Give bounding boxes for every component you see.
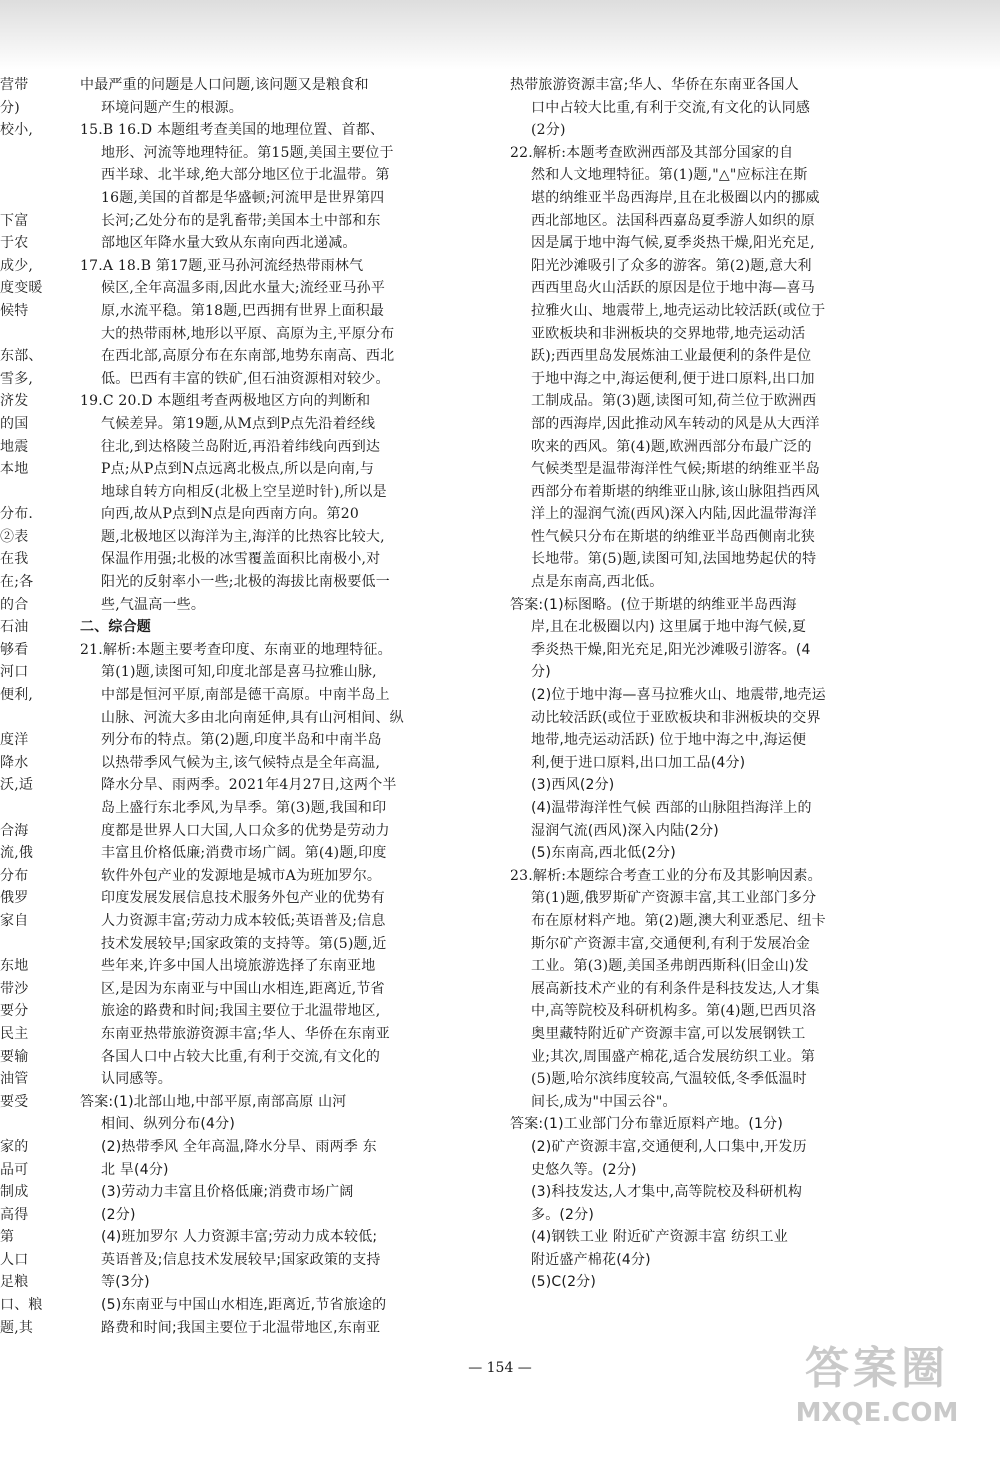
left-fragment-line: 降水: [0, 754, 29, 771]
left-fragment-line: 在;各: [0, 574, 34, 591]
left-fragment-line: 在我: [0, 551, 29, 568]
left-fragment-line: 制成: [0, 1184, 29, 1201]
text-line: 部地区年降水量大致从东南向西北递减。: [101, 235, 357, 252]
left-fragment-line: 品可: [0, 1161, 29, 1178]
left-fragment-line: 油管: [0, 1071, 29, 1088]
text-block-cont: [510, 74, 910, 142]
text-line: 中,高等院校及科研机构多。第(4)题,巴西贝洛: [531, 1003, 817, 1020]
text-line: 往北,到达格陵兰岛附近,再沿着纬线向西到达: [101, 438, 381, 455]
left-fragment-line: 的国: [0, 415, 29, 432]
text-line: 第(1)题,读图可知,印度北部是喜马拉雅山脉,: [101, 664, 377, 681]
left-fragment-line: 要分: [0, 1003, 29, 1020]
text-line: 间长,成为"中国云谷"。: [531, 1093, 677, 1110]
text-line: 因是属于地中海气候,夏季炎热干燥,阳光充足,: [531, 235, 815, 252]
text-line: 第(1)题,俄罗斯矿产资源丰富,其工业部门多分: [531, 890, 817, 907]
text-line: 度都是世界人口大国,人口众多的优势是劳动力: [101, 822, 390, 839]
text-line: P点;从P点到N点远离北极点,所以是向南,与: [101, 461, 375, 478]
text-line: 热带旅游资源丰富;华人、华侨在东南亚各国人: [510, 77, 799, 93]
text-line: 岸,且在北极圈以内) 这里属于地中海气候,夏: [531, 619, 807, 636]
text-line: (3)西风(2分): [531, 777, 615, 794]
text-line: 技术发展较早;国家政策的支持等。第(5)题,近: [101, 935, 387, 952]
text-line: (5)C(2分): [531, 1274, 597, 1291]
text-line: 答案:(1)工业部门分布靠近原料产地。(1分): [510, 1116, 783, 1133]
text-line: 地带,地壳运动活跃) 位于地中海之中,海运便: [531, 732, 807, 749]
text-line: (2)矿产资源丰富,交通便利,人口集中,开发历: [531, 1138, 807, 1155]
text-block-item: [510, 865, 910, 1114]
text-line: 保温作用强;北极的冰雪覆盖面积比南极小,对: [101, 551, 381, 568]
text-line: 相间、纵列分布(4分): [101, 1116, 236, 1133]
text-line: 地球自转方向相反(北极上空呈逆时针),所以是: [101, 483, 387, 500]
text-line: 气候差异。第19题,从M点到P点先沿着经线: [101, 415, 376, 432]
left-fragment-line: [0, 142, 46, 165]
text-line: 环境问题产生的根源。: [101, 99, 243, 116]
text-line: 西部分布着斯堪的纳维亚山脉,该山脉阻挡西风: [531, 483, 820, 500]
text-line: 西半球、北半球,绝大部分地区位于北温带。第: [101, 167, 390, 184]
text-line: 阳光沙滩吸引了众多的游客。第(2)题,意大利: [531, 257, 812, 274]
left-fragment-line: [0, 164, 46, 187]
left-fragment-line: 带沙: [0, 980, 29, 997]
text-line: 吹来的西风。第(4)题,欧洲西部分布最广泛的: [531, 438, 812, 455]
text-line: 地形、河流等地理特征。第15题,美国主要位于: [101, 144, 394, 161]
text-line: 口中占较大比重,有利于交流,有文化的认同感: [531, 99, 811, 116]
text-line: 答案:(1)北部山地,中部平原,南部高原 山河: [80, 1093, 347, 1110]
left-fragment-line: [0, 797, 46, 820]
text-line: 些,气温高一些。: [101, 596, 206, 613]
text-line: 山脉、河流大多由北向南延伸,具有山河相间、纵: [101, 709, 404, 726]
watermark-logo-text: 答案圈: [805, 1343, 949, 1394]
text-line: (2分): [531, 122, 566, 139]
text-line: 各国人口中占较大比重,有利于交流,有文化的: [101, 1048, 381, 1065]
text-line: 中部是恒河平原,南部是德干高原。中南半岛上: [101, 687, 390, 704]
right-column: [510, 74, 910, 1294]
text-line: (3)劳动力丰富且价格低廉;消费市场广阔: [101, 1184, 354, 1201]
left-fragment-line: 便利,: [0, 687, 34, 704]
text-block-item: [510, 142, 910, 594]
text-line: 利,便于进口原料,出口加工品(4分): [531, 754, 746, 771]
left-fragment-line: 俄罗: [0, 890, 29, 907]
left-fragment-line: 河口: [0, 664, 29, 681]
text-line: 多。(2分): [531, 1206, 595, 1223]
left-fragment-line: 流,俄: [0, 845, 34, 862]
left-fragment-line: 家的: [0, 1138, 29, 1155]
text-line: 区,是因为东南亚与中国山水相连,距离近,节省: [101, 980, 385, 997]
text-line: 路费和时间;我国主要位于北温带地区,东南亚: [101, 1319, 381, 1336]
text-line: (5)东南高,西北低(2分): [531, 845, 676, 862]
left-fragment-line: [0, 187, 46, 210]
left-fragment-line: 够看: [0, 641, 29, 658]
text-line: 然和人文地理特征。第(1)题,"△"应标注在斯: [531, 167, 808, 184]
left-fragment-line: 人口: [0, 1251, 29, 1268]
text-line: (5)东南亚与中国山水相连,距离近,节省旅途的: [101, 1297, 387, 1314]
text-line: 阳光的反射率小一些;北极的海拔比南极要低一: [101, 574, 390, 591]
text-line: 湿润气流(西风)深入内陆(2分): [531, 822, 719, 839]
text-line: 斯尔矿产资源丰富,交通便利,有利于发展冶金: [531, 935, 811, 952]
text-line: 洋上的湿润气流(西风)深入内陆,因此温带海洋: [531, 506, 817, 523]
text-line: 跃);西西里岛发展炼油工业最便利的条件是位: [531, 348, 812, 365]
text-line: (2)位于地中海—喜马拉雅火山、地震带,地壳运: [531, 687, 826, 704]
text-line: (4)温带海洋性气候 西部的山脉阻挡海洋上的: [531, 800, 812, 816]
text-line: 以热带季风气候为主,该气候特点是全年高温,: [101, 754, 381, 771]
text-line: 展高新技术产业的有利条件是科技发达,人才集: [531, 980, 820, 997]
text-line: 西北部地区。法国科西嘉岛夏季游人如织的原: [531, 212, 815, 229]
text-line: 原,水流平稳。第18题,巴西拥有世界上面积最: [101, 302, 385, 319]
text-line: 业;其次,周围盛产棉花,适合发展纺织工业。第: [531, 1048, 816, 1065]
text-line: 点是东南高,西北低。: [531, 574, 664, 591]
left-fragment-line: 合海: [0, 822, 29, 839]
middle-column: [80, 74, 480, 1339]
left-fragment-line: 地震: [0, 438, 29, 455]
text-line: 长河;乙处分布的是乳畜带;美国本土中部和东: [101, 212, 381, 229]
left-fragment-line: 沃,适: [0, 777, 34, 794]
text-line: 些年来,许多中国人出境旅游选择了东南亚地: [101, 958, 376, 975]
left-fragment-line: 足粮: [0, 1274, 29, 1291]
left-fragment-line: 东部、: [0, 348, 43, 365]
text-line: 题,北极地区以海洋为主,海洋的比热容比较大,: [101, 528, 385, 545]
text-line: 中最严重的问题是人口问题,该问题又是粮食和: [80, 77, 369, 93]
left-fragment-line: 家自: [0, 912, 29, 929]
page-number: — 154 —: [468, 1360, 532, 1376]
scan-shadow: [0, 0, 1000, 70]
left-fragment-line: 本地: [0, 461, 29, 478]
text-block-item: [80, 255, 480, 391]
text-block-item: [80, 390, 480, 616]
text-line: (2)热带季风 全年高温,降水分旱、雨两季 东: [101, 1138, 377, 1155]
text-line: (2分): [101, 1206, 136, 1223]
text-line: 17.A 18.B 第17题,亚马孙河流经热带雨林气: [80, 257, 364, 274]
left-fragment-line: ②表: [0, 528, 29, 545]
left-fragment-line: 校小,: [0, 122, 34, 139]
text-block-answer: [80, 1091, 480, 1340]
watermark-logo: [772, 1341, 982, 1441]
text-line: 岛上盛行东北季风,为旱季。第(3)题,我国和印: [101, 800, 387, 816]
text-block-heading: [80, 616, 480, 639]
text-line: 印度发展发展信息技术服务外包产业的优势有: [101, 890, 385, 907]
text-block-answer: [510, 594, 910, 865]
left-fragment-line: 东地: [0, 958, 29, 975]
left-fragment-line: 要输: [0, 1048, 29, 1065]
left-fragment-line: 口、粮: [0, 1297, 43, 1314]
text-line: 二、综合题: [80, 619, 151, 636]
text-block-answer: [510, 1113, 910, 1294]
left-fragment-line: 第: [0, 1229, 15, 1246]
text-line: 奥里藏特附近矿产资源丰富,可以发展钢铁工: [531, 1025, 806, 1042]
left-fragment-line: 要受: [0, 1093, 29, 1110]
text-line: 丰富且价格低廉;消费市场广阔。第(4)题,印度: [101, 845, 387, 862]
left-fragment-line: [0, 933, 46, 956]
text-line: 东南亚热带旅游资源丰富;华人、华侨在东南亚: [101, 1025, 390, 1042]
text-line: (5)题,哈尔滨纬度较高,气温较低,冬季低温时: [531, 1071, 807, 1088]
left-fragment-line: 候特: [0, 302, 29, 319]
text-line: 英语普及;信息技术发展较早;国家政策的支持: [101, 1251, 381, 1268]
left-fragment-line: 高得: [0, 1206, 29, 1223]
left-fragment-line: 度洋: [0, 732, 29, 749]
left-fragment-line: 题,其: [0, 1319, 34, 1336]
text-line: 21.解析:本题主要考查印度、东南亚的地理特征。: [80, 641, 392, 658]
watermark-url: MXQE.COM: [795, 1398, 959, 1428]
text-block-item: [80, 119, 480, 255]
text-block-item: [80, 639, 480, 1091]
text-line: (4)钢铁工业 附近矿产资源丰富 纺织工业: [531, 1229, 788, 1246]
text-line: 向西,故从P点到N点是向西南方向。第20: [101, 506, 359, 523]
text-line: 气候类型是温带海洋性气候;斯堪的纳维亚半岛: [531, 461, 820, 478]
text-line: 于地中海之中,海运便利,便于进口原料,出口加: [531, 370, 815, 387]
left-fragment-line: 下富: [0, 212, 29, 229]
left-fragment-line: 于农: [0, 235, 29, 252]
text-line: 西西里岛火山活跃的原因是位于地中海—喜马: [531, 280, 815, 297]
text-line: 15.B 16.D 本题组考查美国的地理位置、首都、: [80, 122, 385, 139]
left-fragment-line: 石油: [0, 619, 29, 636]
text-line: 分): [531, 664, 551, 681]
left-fragment-line: 济发: [0, 393, 29, 410]
text-line: 史悠久等。(2分): [531, 1161, 637, 1178]
left-fragment-line: [0, 707, 46, 730]
text-line: 工制成品。第(3)题,读图可知,荷兰位于欧洲西: [531, 393, 817, 410]
text-line: 动比较活跃(或位于亚欧板块和非洲板块的交界: [531, 709, 821, 726]
text-line: 大的热带雨林,地形以平原、高原为主,平原分布: [101, 325, 395, 342]
text-line: 性气候只分布在斯堪的纳维亚半岛西侧南北狭: [531, 528, 815, 545]
text-line: 在西北部,高原分布在东南部,地势东南高、西北: [101, 348, 395, 365]
text-line: 北 旱(4分): [101, 1161, 169, 1178]
text-line: 人力资源丰富;劳动力成本较低;英语普及;信息: [101, 912, 386, 929]
text-line: 堪的纳维亚半岛西海岸,且在北极圈以内的挪威: [531, 189, 820, 206]
text-line: 工业。第(3)题,美国圣弗朗西斯科(旧金山)发: [531, 958, 809, 975]
text-line: 拉雅火山、地震带上,地壳运动比较活跃(或位于: [531, 302, 826, 319]
text-line: 亚欧板块和非洲板块的交界地带,地壳运动活: [531, 325, 806, 342]
left-fragment-line: 营带: [0, 77, 29, 93]
left-fragment-line: 分布: [0, 867, 29, 884]
text-line: 22.解析:本题考查欧洲西部及其部分国家的自: [510, 144, 794, 161]
text-line: 列分布的特点。第(2)题,印度半岛和中南半岛: [101, 732, 382, 749]
text-line: 候区,全年高温多雨,因此水量大;流经亚马孙平: [101, 280, 386, 297]
left-fragment-line: 成少,: [0, 257, 34, 274]
text-line: 附近盛产棉花(4分): [531, 1251, 651, 1268]
text-line: 部的西海岸,因此推动风车转动的风是从大西洋: [531, 415, 820, 432]
text-line: (3)科技发达,人才集中,高等院校及科研机构: [531, 1184, 803, 1201]
text-line: 软件外包产业的发源地是城市A为班加罗尔。: [101, 867, 382, 884]
left-fragment-line: 民主: [0, 1025, 29, 1042]
text-line: 降水分旱、雨两季。2021年4月27日,这两个半: [101, 777, 397, 794]
left-fragment-line: [0, 323, 46, 346]
left-column-fragments: [0, 74, 46, 1339]
left-fragment-line: [0, 481, 46, 504]
text-line: 布在原材料产地。第(2)题,澳大利亚悉尼、纽卡: [531, 912, 826, 929]
text-block-cont: [80, 74, 480, 119]
text-line: 季炎热干燥,阳光充足,阳光沙滩吸引游客。(4: [531, 641, 811, 658]
left-fragment-line: 分布.: [0, 506, 34, 523]
left-fragment-line: 度变暖: [0, 280, 43, 297]
text-line: 16题,美国的首都是华盛顿;河流甲是世界第四: [101, 189, 385, 206]
left-fragment-line: 雪多,: [0, 370, 34, 387]
text-line: 答案:(1)标图略。(位于斯堪的纳维亚半岛西海: [510, 596, 797, 613]
left-fragment-line: 的合: [0, 596, 29, 613]
text-line: 23.解析:本题综合考查工业的分布及其影响因素。: [510, 867, 822, 884]
text-line: 长地带。第(5)题,读图可知,法国地势起伏的特: [531, 551, 817, 568]
text-line: (4)班加罗尔 人力资源丰富;劳动力成本较低;: [101, 1229, 378, 1246]
left-fragment-line: 分): [0, 99, 20, 116]
text-line: 认同感等。: [101, 1071, 172, 1088]
text-line: 19.C 20.D 本题组考查两极地区方向的判断和: [80, 393, 371, 410]
left-fragment-line: [0, 1113, 46, 1136]
text-line: 低。巴西有丰富的铁矿,但石油资源相对较少。: [101, 370, 390, 387]
text-line: 旅途的路费和时间;我国主要位于北温带地区,: [101, 1003, 381, 1020]
text-line: 等(3分): [101, 1274, 150, 1291]
